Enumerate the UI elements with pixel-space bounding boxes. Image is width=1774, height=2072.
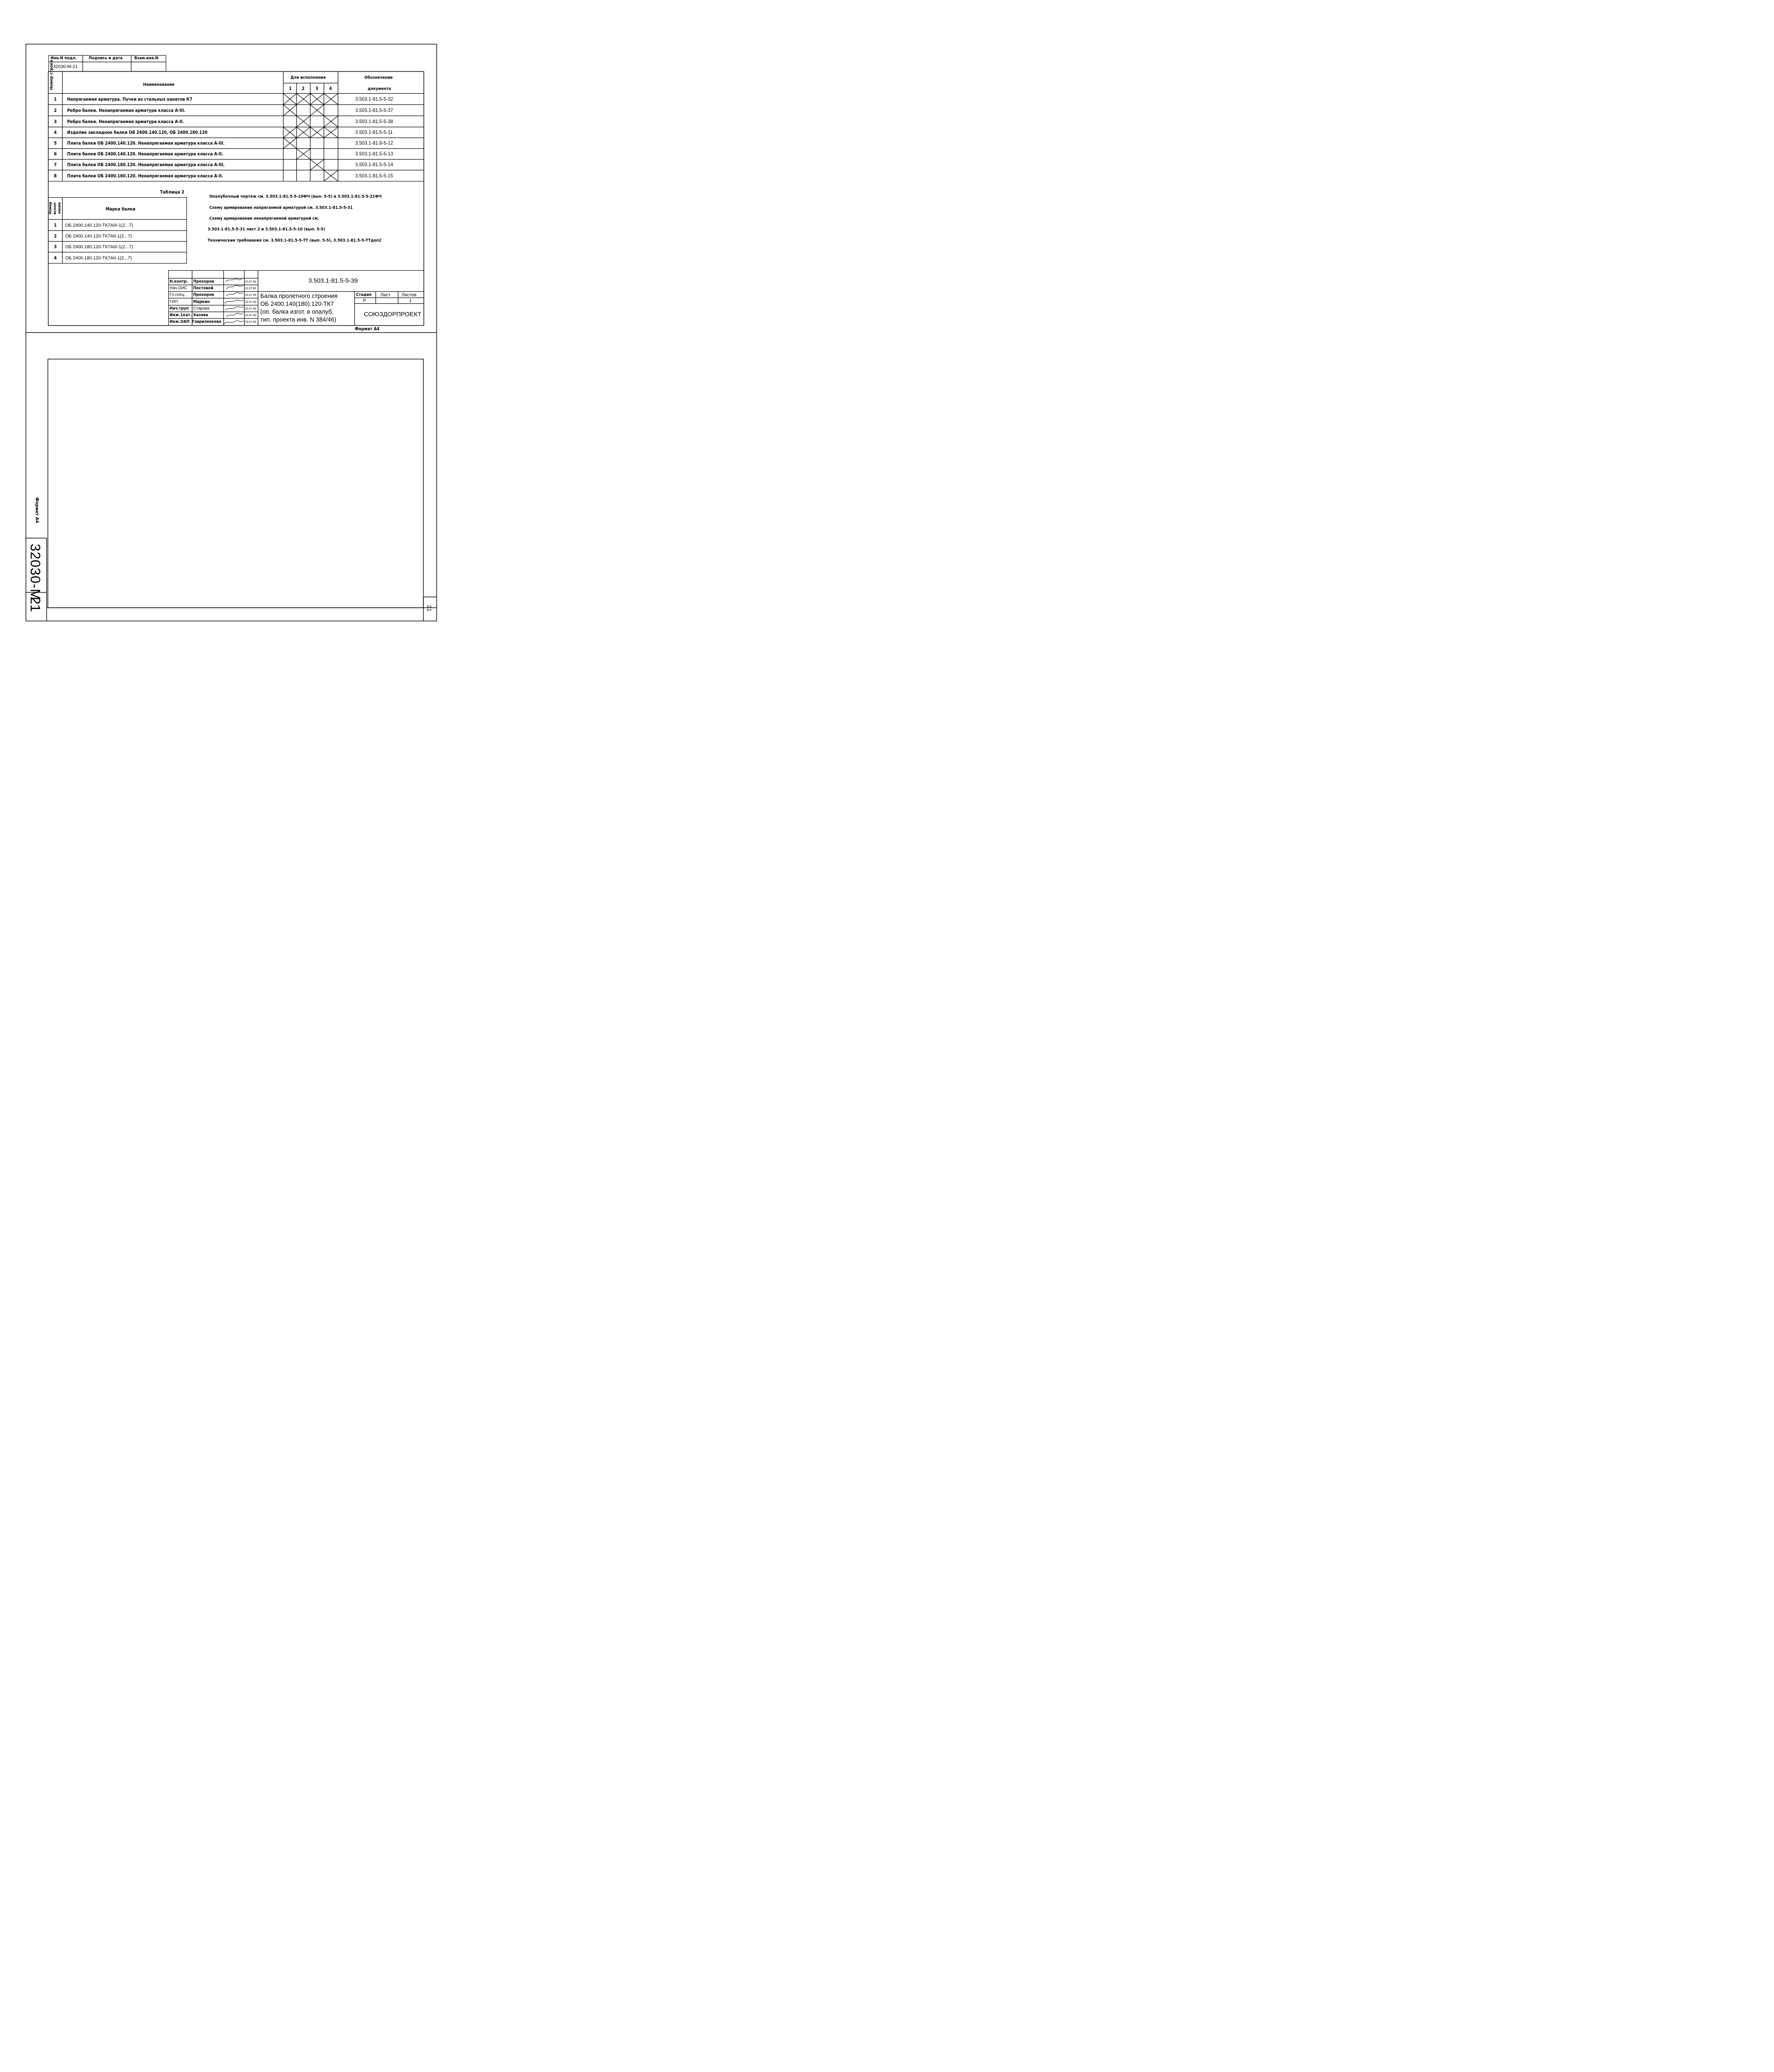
inventory-value: 32030-М-21 (53, 64, 78, 69)
note-line: Схему армирования ненапрягаемой арматурой см. (209, 216, 319, 221)
table1-row-doc: 3.503.1-81.5-5-37 (355, 108, 393, 113)
page-number-right: 21 (426, 605, 433, 612)
table1-exec-col-4: 4 (329, 86, 332, 91)
stamp-designation: 3.503.1-81.5-5-39 (308, 277, 358, 284)
stamp-date: 23.07.90 (245, 294, 257, 297)
table1-row-doc: 3.503.1-81.5-5-15 (355, 174, 393, 179)
table1-row-name: Ребро балки. Ненапрягаемая арматура класса А-III. (67, 108, 186, 113)
inventory-header-0: Инв.N подл. (51, 56, 77, 61)
stamp-name: Хазова (193, 313, 208, 317)
note-line: Опалубочный чертеж см. 3.503.1-81.5-5-10ФЧ (вып. 5-5) и 3.503.1-81.5-5-21ФЧ (209, 194, 382, 199)
stamp-name: Постовой (193, 286, 213, 290)
table1-row-name: Изделие закладное балки ОБ 2400.140.120, ОБ 2400.180.120 (67, 130, 208, 135)
table1-row-name: Плита балки ОБ 2400.140.120. Ненапрягаемая арматура класса А-III. (67, 141, 225, 146)
inventory-header-2: Взам.инв.N (134, 56, 159, 61)
table1-row-doc: 3.503.1-81.5-5-32 (355, 97, 393, 102)
table1-row-num: 1 (54, 97, 57, 102)
table1-row-num: 2 (54, 108, 57, 113)
stamp-role: Инж.ОАП (170, 320, 190, 324)
signatures (224, 278, 244, 324)
stamp-date: 23.07.90 (245, 321, 257, 324)
stamp-title-line: (оп. балка изгот. в опалуб. (260, 309, 334, 315)
stamp-sheet-label: Лист (380, 293, 390, 298)
table-2 (48, 197, 187, 264)
table1-row-num: 6 (54, 151, 57, 157)
table1-row-num: 4 (54, 130, 57, 135)
margin-code: 32030-М (28, 544, 43, 601)
table1-row-name: Плита балки ОБ 2400.140.120. Ненапрягаемая арматура класса А-II. (67, 152, 223, 157)
table2-row-num: 3 (54, 244, 57, 249)
table1-row-num: 7 (54, 162, 57, 167)
table1-col-doc-line2: документа (368, 87, 391, 91)
table1-row-doc: 3.503.1-81.5-5-38 (355, 119, 393, 124)
margin-page: 21 (28, 597, 43, 612)
stamp-org: СОЮЗДОРПРОЕКТ (364, 311, 422, 318)
table1-col-exec: Для исполнения (291, 75, 326, 80)
table1-exec-col-2: 2 (302, 86, 305, 91)
table2-row-mark: ОБ 2400.140.120-ТК7АII-1(2...7) (65, 234, 132, 239)
stamp-date: 23.07.90 (245, 314, 257, 317)
table1-col-num: Номер строки (49, 60, 54, 90)
margin-format: Формат А4 (34, 497, 40, 523)
table1-row-name: Ребро балки. Ненапрягаемая арматура класса А-II. (67, 119, 184, 124)
table1-col-doc-line1: Обозначение (364, 75, 393, 80)
table1-exec-col-3: 3 (315, 86, 318, 91)
table2-row-num: 4 (54, 255, 57, 261)
table1-row-name: Плита балки ОБ 2400.180.120. Ненапрягаемая арматура класса А-III. (67, 162, 225, 167)
stamp-role: Гл.спец. (170, 293, 185, 297)
table2-row-mark: ОБ 2400.180.120-ТК7АII-1(2...7) (65, 256, 132, 261)
stamp-role: ГИП (170, 300, 178, 304)
stamp-role: Инж.1кат. (170, 313, 192, 317)
stamp-date: 23.07.90 (245, 301, 257, 304)
table1-row-num: 5 (54, 140, 57, 146)
table2-col-num: Номер испол-нения (48, 201, 62, 215)
table1-col-name: Наименование (143, 82, 175, 87)
stamp-name: Прохоров (193, 279, 214, 284)
note-line: Технические требования см. 3.503.1-81.5-5-ТТ (вып. 5-5), 3.503.1-81.5-5-ТТдоп2 (208, 238, 382, 243)
table1-row-num: 3 (54, 119, 57, 124)
table2-caption: Таблица 2 (160, 189, 184, 195)
stamp-role: Н.контр. (170, 279, 188, 284)
table1-row-doc: 3.503.1-81.5-5-14 (355, 162, 393, 167)
stamp-name: Прохоров (193, 293, 214, 297)
table1-row-doc: 3.503.1-81.5-5-13 (355, 152, 393, 157)
title-block (168, 270, 424, 326)
stamp-date: 23.07.90 (245, 287, 257, 290)
table1-exec-col-1: 1 (289, 86, 292, 91)
stamp-sheets-label: Листов (402, 293, 417, 298)
table1-row-doc: 3.503.1-81.5-5-11 (355, 130, 393, 135)
table1-row-num: 8 (54, 173, 57, 179)
table2-col-mark: Марка балки (106, 207, 136, 212)
stamp-name: Гавриленкова (192, 320, 221, 324)
stamp-date: 23.07.90 (245, 307, 257, 310)
stamp-stage-value: Р (363, 298, 366, 303)
stamp-date: 23.07.90 (245, 281, 257, 283)
stamp-role: Нач.ОИС (170, 286, 187, 290)
inventory-header-1: Подпись и дата (89, 56, 123, 61)
stamp-name: Старова (193, 306, 210, 311)
table1-row-doc: 3.503.1-81.8-5-12 (355, 141, 393, 146)
table2-row-mark: ОБ 2400.140.120-ТК7АIII-1(2...7) (65, 223, 133, 228)
stamp-role: Нач.груп (170, 306, 189, 311)
stamp-title-line: Балка пролетного строения (260, 293, 338, 300)
table1-row-name: Плита балки ОБ 2400.180.120. Ненапрягаемая арматура класса А-II. (67, 174, 223, 179)
stamp-title-line: тип. проекта инв. N 384/46) (260, 317, 337, 323)
table2-row-num: 1 (54, 223, 57, 228)
table2-row-num: 2 (54, 233, 57, 239)
note-line: 3.503.1-81.5-5-31 лист 2 и 3.503.1-81.5-5-10 (вып. 5-5) (208, 227, 325, 232)
stamp-format: Формат А4 (355, 327, 380, 332)
stamp-name: Маркин (193, 300, 210, 304)
table2-row-mark: ОБ 2400.180.120-ТК7АIII-1(2...7) (65, 244, 133, 249)
stamp-sheets-value: 1 (409, 298, 412, 303)
note-line: Схему армирования напрягаемой арматурой см. 3.503.1-81.5-5-31 (209, 206, 353, 210)
stamp-stage-label: Стадия (356, 293, 372, 297)
stamp-title-line: ОБ 2400.140(180).120-ТК7 (260, 301, 334, 307)
table1-row-name: Напрягаемая арматура. Пучки из стальных канатов К7 (67, 97, 192, 102)
inventory-box (48, 55, 166, 72)
